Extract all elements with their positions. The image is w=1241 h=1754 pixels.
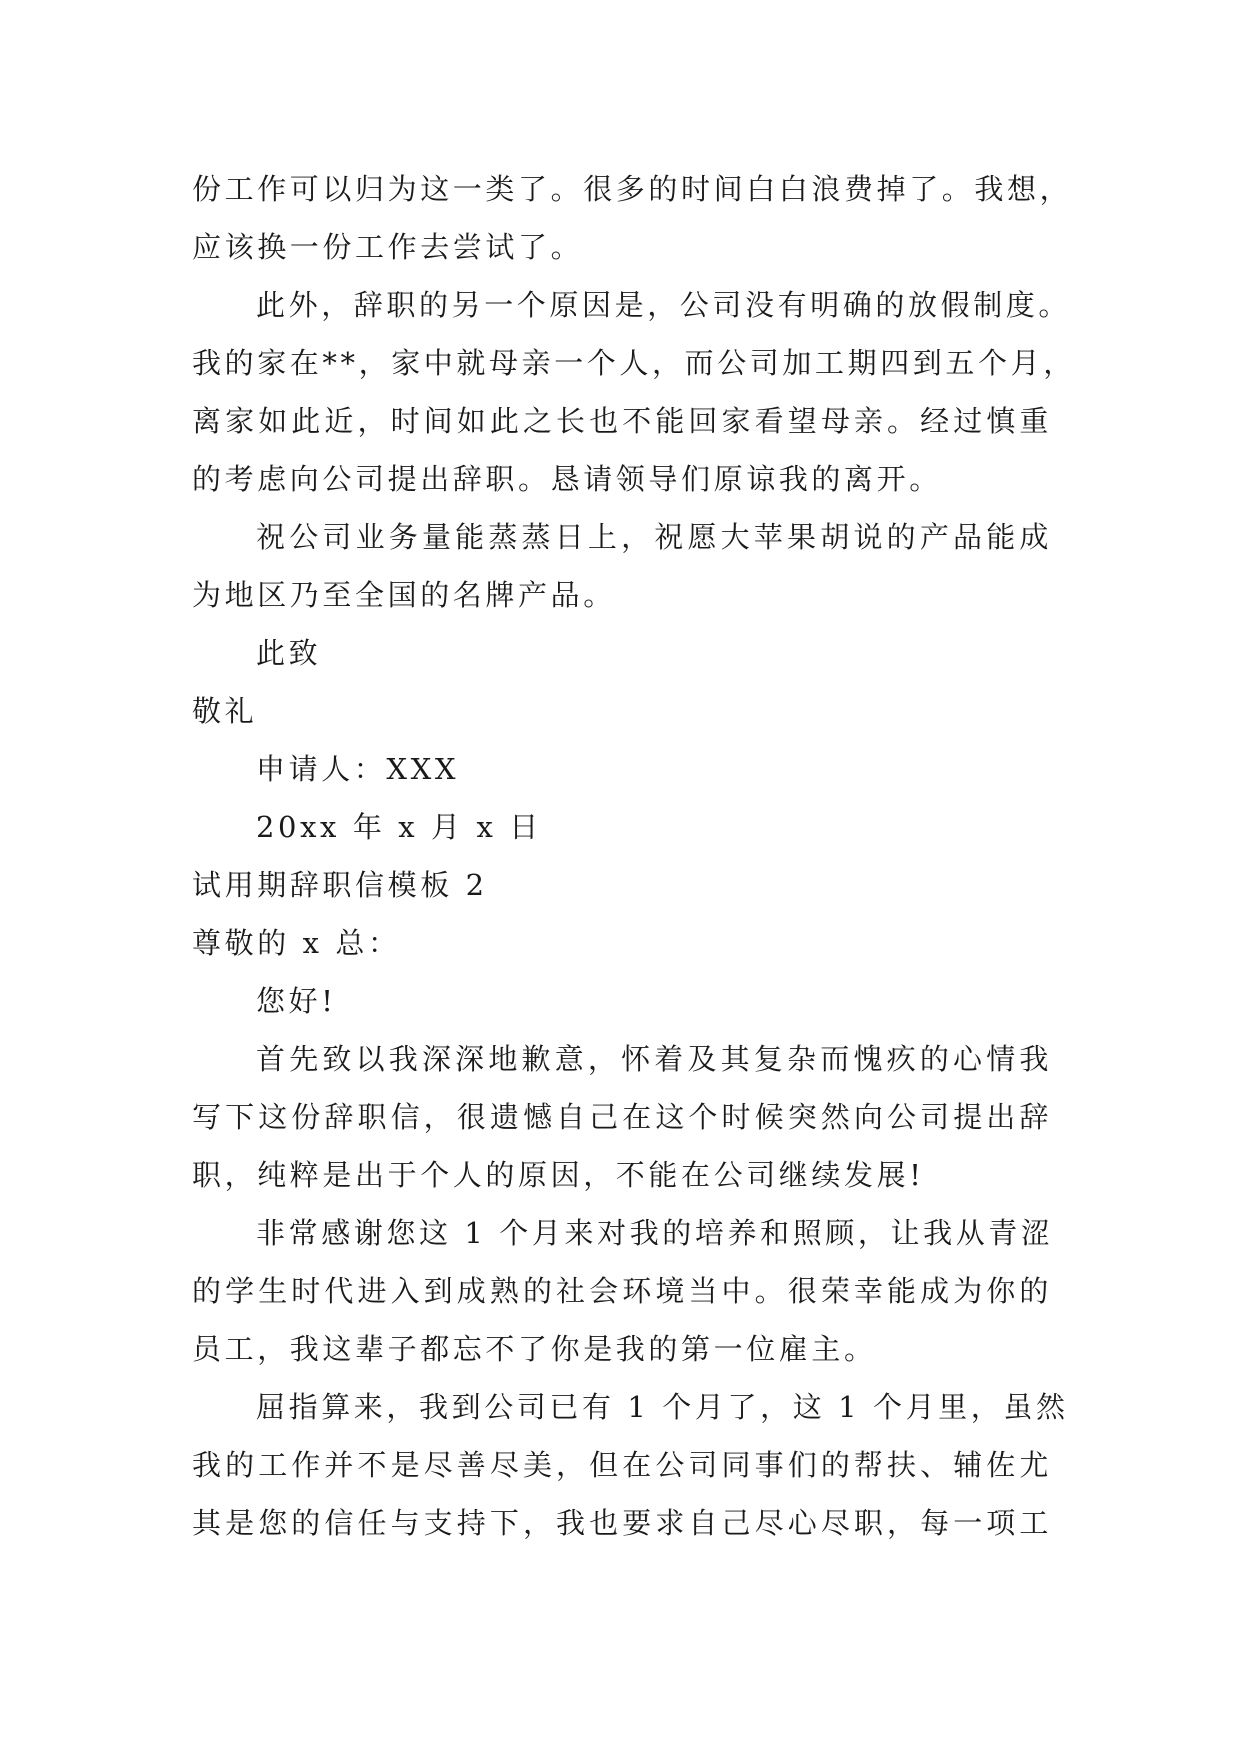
text-line: 我的工作并不是尽善尽美，但在公司同事们的帮扶、辅佐尤 [192,1448,1052,1482]
paragraph-first-line: 此外，辞职的另一个原因是，公司没有明确的放假制度。 [256,288,1072,322]
text-line: 职，纯粹是出于个人的原因，不能在公司继续发展! [192,1158,925,1192]
text-line: 我的家在**，家中就母亲一个人，而公司加工期四到五个月， [192,346,1076,380]
paragraph-first-line: 祝公司业务量能蒸蒸日上，祝愿大苹果胡说的产品能成 [256,520,1052,554]
paragraph-first-line: 非常感谢您这 1 个月来对我的培养和照顾，让我从青涩 [256,1216,1054,1250]
closing-salutation: 此致 [256,636,322,670]
text-line: 为地区乃至全国的名牌产品。 [192,578,616,612]
text-line: 应该换一份工作去尝试了。 [192,230,584,264]
section-title: 试用期辞职信模板 2 [192,868,488,902]
applicant-signature: 申请人：XXX [256,752,460,786]
text-line: 份工作可以归为这一类了。很多的时间白白浪费掉了。我想， [192,172,1073,206]
greeting-hello: 您好! [256,984,337,1018]
letter-body [192,160,1076,1552]
paragraph-first-line: 屈指算来，我到公司已有 1 个月了，这 1 个月里，虽然 [256,1390,1069,1424]
paragraph-first-line: 首先致以我深深地歉意，怀着及其复杂而愧疚的心情我 [256,1042,1052,1076]
closing-regards: 敬礼 [192,694,258,728]
text-line: 离家如此近，时间如此之长也不能回家看望母亲。经过慎重 [192,404,1052,438]
text-line: 其是您的信任与支持下，我也要求自己尽心尽职，每一项工 [192,1506,1052,1540]
text-line: 的学生时代进入到成熟的社会环境当中。很荣幸能成为你的 [192,1274,1052,1308]
letter-greeting: 尊敬的 x 总： [192,926,401,960]
text-line: 写下这份辞职信，很遗憾自己在这个时候突然向公司提出辞 [192,1100,1052,1134]
text-line: 的考虑向公司提出辞职。恳请领导们原谅我的离开。 [192,462,942,496]
letter-date: 20xx 年 x 月 x 日 [256,810,542,844]
text-line: 员工，我这辈子都忘不了你是我的第一位雇主。 [192,1332,877,1366]
